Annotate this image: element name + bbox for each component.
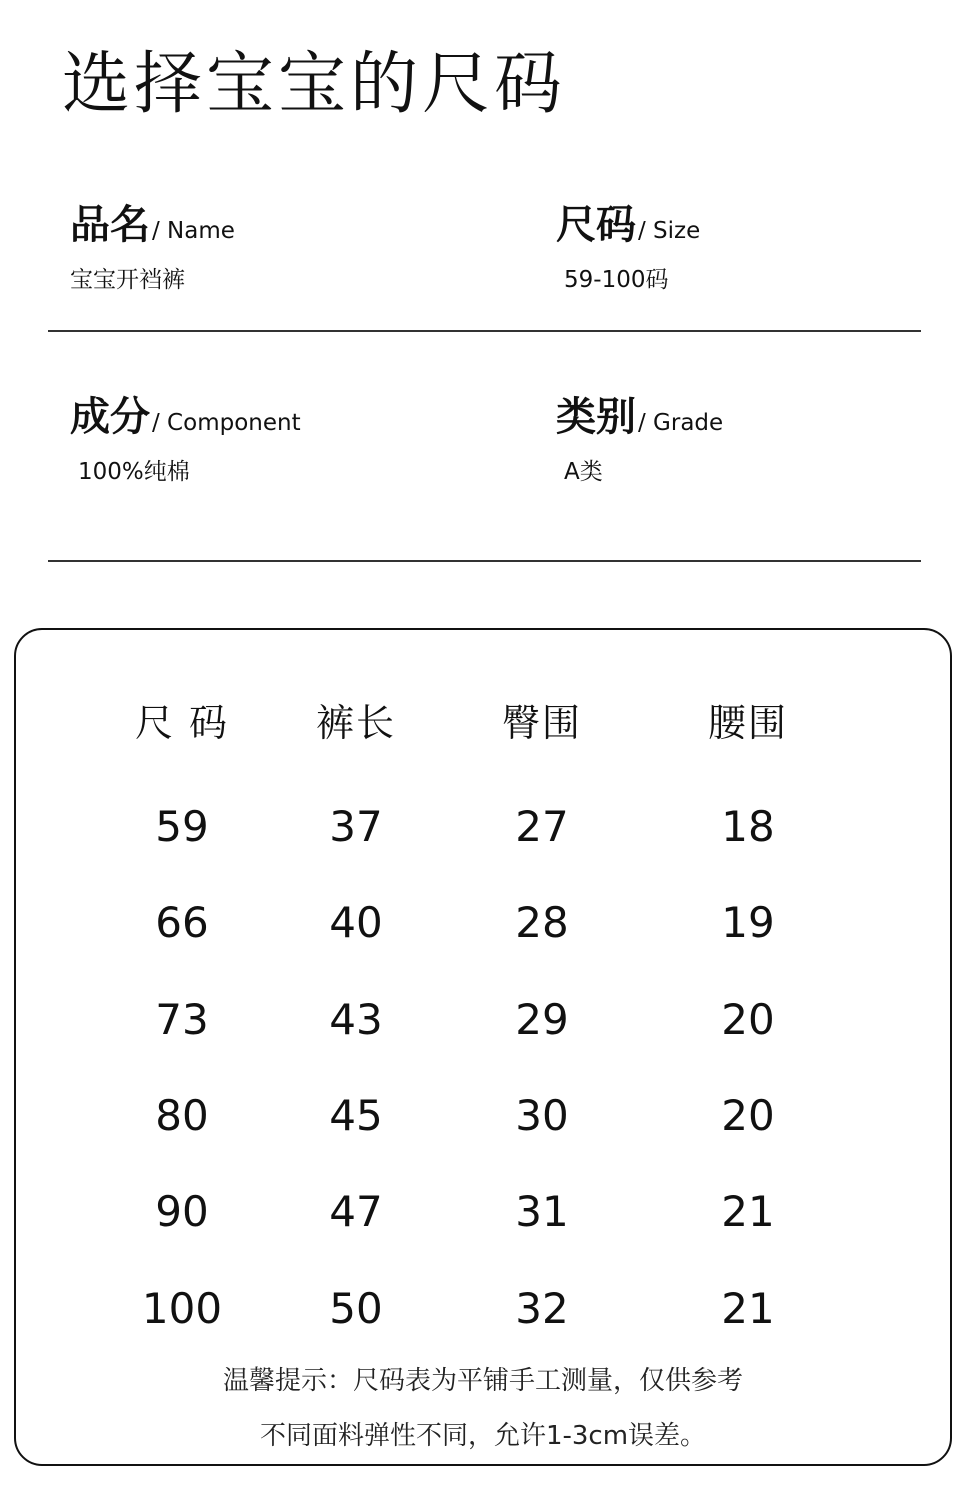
component-label	[70, 395, 301, 439]
header-waist: 腰围	[707, 701, 789, 745]
product-name-label	[70, 203, 235, 247]
page-title: 选择宝宝的尺码	[62, 45, 567, 124]
cell-hip: 31	[515, 1187, 569, 1237]
product-name-label-en: / Name	[152, 218, 235, 244]
cell-length: 37	[329, 802, 383, 851]
notice-line-1: 温馨提示：尺码表为平铺手工测量，仅供参考	[222, 1366, 743, 1396]
cell-size: 59	[155, 802, 209, 851]
component-label-zh: 成分	[70, 394, 150, 440]
cell-length: 40	[329, 898, 383, 948]
cell-waist: 19	[721, 898, 775, 948]
grade-label	[556, 395, 723, 439]
cell-hip: 32	[515, 1283, 569, 1333]
component-label-en: / Component	[152, 410, 301, 436]
size-range-value: 59-100码	[564, 267, 669, 293]
divider	[48, 560, 921, 562]
size-range-label-zh: 尺码	[556, 202, 636, 248]
cell-size: 66	[155, 898, 209, 948]
cell-length: 47	[329, 1187, 383, 1237]
size-chart-card	[14, 628, 952, 1466]
cell-waist: 21	[721, 1187, 775, 1237]
cell-size: 90	[155, 1187, 209, 1237]
cell-length: 43	[329, 994, 383, 1044]
header-hip: 臀围	[501, 701, 583, 745]
cell-waist: 20	[721, 994, 775, 1044]
size-range-label	[556, 203, 700, 247]
cell-waist: 20	[721, 1090, 775, 1140]
product-name-label-zh: 品名	[70, 202, 150, 248]
cell-waist: 18	[721, 802, 775, 851]
notice-line-2: 不同面料弹性不同，允许1-3cm误差。	[259, 1421, 707, 1451]
cell-hip: 30	[515, 1090, 569, 1140]
component-block	[70, 395, 301, 486]
cell-waist: 21	[721, 1283, 775, 1333]
cell-length: 50	[329, 1283, 383, 1333]
product-name-block	[70, 203, 235, 294]
grade-value: A类	[564, 459, 603, 485]
cell-size: 80	[155, 1090, 209, 1140]
header-length: 裤长	[315, 701, 397, 745]
product-name-value: 宝宝开裆裤	[70, 267, 185, 293]
cell-hip: 27	[515, 802, 569, 851]
grade-label-en: / Grade	[638, 410, 724, 436]
size-range-label-en: / Size	[638, 218, 701, 244]
cell-length: 45	[329, 1090, 383, 1140]
size-range-block	[556, 203, 700, 294]
grade-block	[556, 395, 723, 486]
cell-hip: 29	[515, 994, 569, 1044]
cell-size: 100	[141, 1283, 223, 1333]
header-size: 尺 码	[134, 701, 230, 745]
divider	[48, 330, 921, 332]
cell-hip: 28	[515, 898, 569, 948]
cell-size: 73	[155, 994, 209, 1044]
grade-label-zh: 类别	[556, 394, 636, 440]
component-value: 100%纯棉	[78, 459, 190, 485]
